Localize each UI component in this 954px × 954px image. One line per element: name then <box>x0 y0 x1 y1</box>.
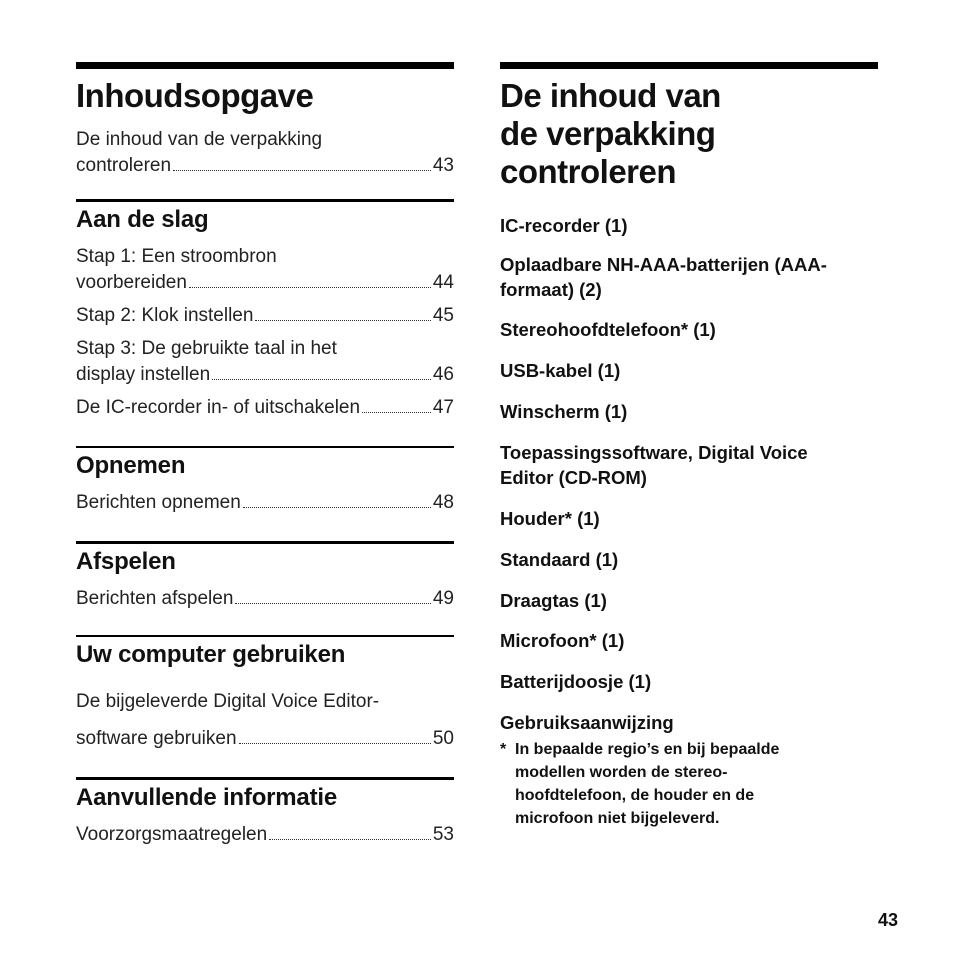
footnote-line: modellen worden de stereo- <box>515 764 728 781</box>
package-contents <box>500 62 878 830</box>
list-item-text: Editor (CD-ROM) <box>500 467 647 488</box>
toc-page-number: 48 <box>432 492 454 513</box>
toc-entry-text: Berichten opnemen <box>76 492 241 513</box>
toc-page-number: 43 <box>432 155 454 176</box>
footnote-line: hoofdtelefoon, de houder en de <box>515 787 755 804</box>
toc-entry[interactable] <box>76 822 454 848</box>
toc-section-opnemen <box>76 446 454 517</box>
toc-title: Inhoudsopgave <box>76 77 314 114</box>
list-item-text: Houder* (1) <box>500 508 600 529</box>
list-item-text: Gebruiksaanwijzing <box>500 712 674 733</box>
list-item <box>500 252 878 302</box>
list-item-text: Draagtas (1) <box>500 590 607 611</box>
list-item-text: Microfoon* (1) <box>500 630 625 651</box>
toc-section-afspelen <box>76 541 454 612</box>
title-rule <box>500 62 878 69</box>
toc-entry-text: voorbereiden <box>76 271 187 293</box>
contents-list <box>500 213 878 830</box>
toc-entry-text: De bijgeleverde Digital Voice Editor- <box>76 691 380 712</box>
toc-entry-text: De inhoud van de verpakking <box>76 129 323 150</box>
toc-entry-text: Voorzorgsmaatregelen <box>76 823 268 845</box>
toc-entry[interactable] <box>76 490 454 516</box>
list-item-text: Winscherm (1) <box>500 401 628 422</box>
list-item <box>500 628 878 653</box>
footnote <box>500 738 878 830</box>
toc-entry-text: display instellen <box>76 363 211 385</box>
section-rule <box>76 199 454 202</box>
dot-leader <box>239 742 431 744</box>
list-item-text: USB-kabel (1) <box>500 360 621 381</box>
table-of-contents <box>76 62 454 848</box>
list-item-text: Standaard (1) <box>500 549 619 570</box>
toc-entry[interactable] <box>76 336 454 388</box>
section-rule <box>76 446 454 449</box>
toc-entry-text: Stap 1: Een stroombron <box>76 245 277 267</box>
dot-leader <box>189 286 431 288</box>
toc-entry-text: Berichten afspelen <box>76 587 234 609</box>
toc-page-number: 45 <box>432 304 454 326</box>
list-item <box>500 213 878 238</box>
list-item-text: Oplaadbare NH-AAA-batterijen (AAA- <box>500 254 827 275</box>
toc-page-number: 49 <box>432 587 454 609</box>
list-item <box>500 440 878 490</box>
toc-entry[interactable] <box>76 244 454 296</box>
dot-leader <box>235 602 430 604</box>
toc-entry-intro[interactable] <box>76 127 454 179</box>
toc-page-number: 44 <box>432 271 454 293</box>
section-title: Uw computer gebruiken <box>76 641 346 668</box>
list-item <box>500 669 878 694</box>
toc-page-number: 53 <box>432 823 454 845</box>
toc-entry-text: Stap 2: Klok instellen <box>76 304 254 326</box>
footnote-line: microfoon niet bijgeleverd. <box>515 810 720 827</box>
contents-title-line: De inhoud van <box>500 77 721 114</box>
dot-leader <box>362 411 431 413</box>
toc-entry-text: De IC-recorder in- of uitschakelen <box>76 396 361 418</box>
contents-title <box>500 77 878 191</box>
list-item <box>500 547 878 572</box>
footnote-marker: * <box>500 741 507 758</box>
list-item-text: Batterijdoosje (1) <box>500 671 652 692</box>
section-title: Afspelen <box>76 547 176 575</box>
toc-page-number: 47 <box>432 396 454 418</box>
list-item <box>500 358 878 383</box>
section-title: Aanvullende informatie <box>76 783 337 811</box>
toc-section-uw-computer-gebruiken <box>76 635 454 753</box>
dot-leader <box>269 838 431 840</box>
dot-leader <box>243 506 431 508</box>
toc-entry-text: software gebruiken <box>76 728 237 749</box>
toc-entry-text: Stap 3: De gebruikte taal in het <box>76 337 337 359</box>
toc-page-number: 50 <box>432 728 454 749</box>
list-item-text: Stereohoofdtelefoon* (1) <box>500 319 716 340</box>
list-item-text: IC-recorder (1) <box>500 215 628 236</box>
section-rule <box>76 541 454 544</box>
list-item-text: formaat) (2) <box>500 279 602 300</box>
toc-section-aan-de-slag <box>76 199 454 421</box>
toc-page-number: 46 <box>432 363 454 385</box>
section-title: Opnemen <box>76 452 186 479</box>
section-rule <box>76 635 454 638</box>
toc-entry-text: controleren <box>76 155 172 176</box>
contents-title-line: de verpakking <box>500 115 716 152</box>
section-title: Aan de slag <box>76 205 209 233</box>
toc-entry[interactable] <box>76 689 454 752</box>
list-item <box>500 588 878 613</box>
title-rule <box>76 62 454 69</box>
list-item <box>500 399 878 424</box>
footnote-text <box>515 738 779 830</box>
dot-leader <box>212 378 431 380</box>
page-number: 43 <box>878 910 899 930</box>
dot-leader <box>173 169 431 171</box>
toc-entry[interactable] <box>76 303 454 329</box>
contents-title-line: controleren <box>500 153 677 190</box>
list-item <box>500 710 878 735</box>
list-item-text: Toepassingssoftware, Digital Voice <box>500 442 808 463</box>
section-rule <box>76 777 454 780</box>
toc-entry[interactable] <box>76 395 454 421</box>
list-item <box>500 506 878 531</box>
toc-entry[interactable] <box>76 586 454 612</box>
toc-section-aanvullende-informatie <box>76 777 454 848</box>
list-item <box>500 317 878 342</box>
footnote-line: In bepaalde regio’s en bij bepaalde <box>515 741 780 758</box>
dot-leader <box>255 319 430 321</box>
